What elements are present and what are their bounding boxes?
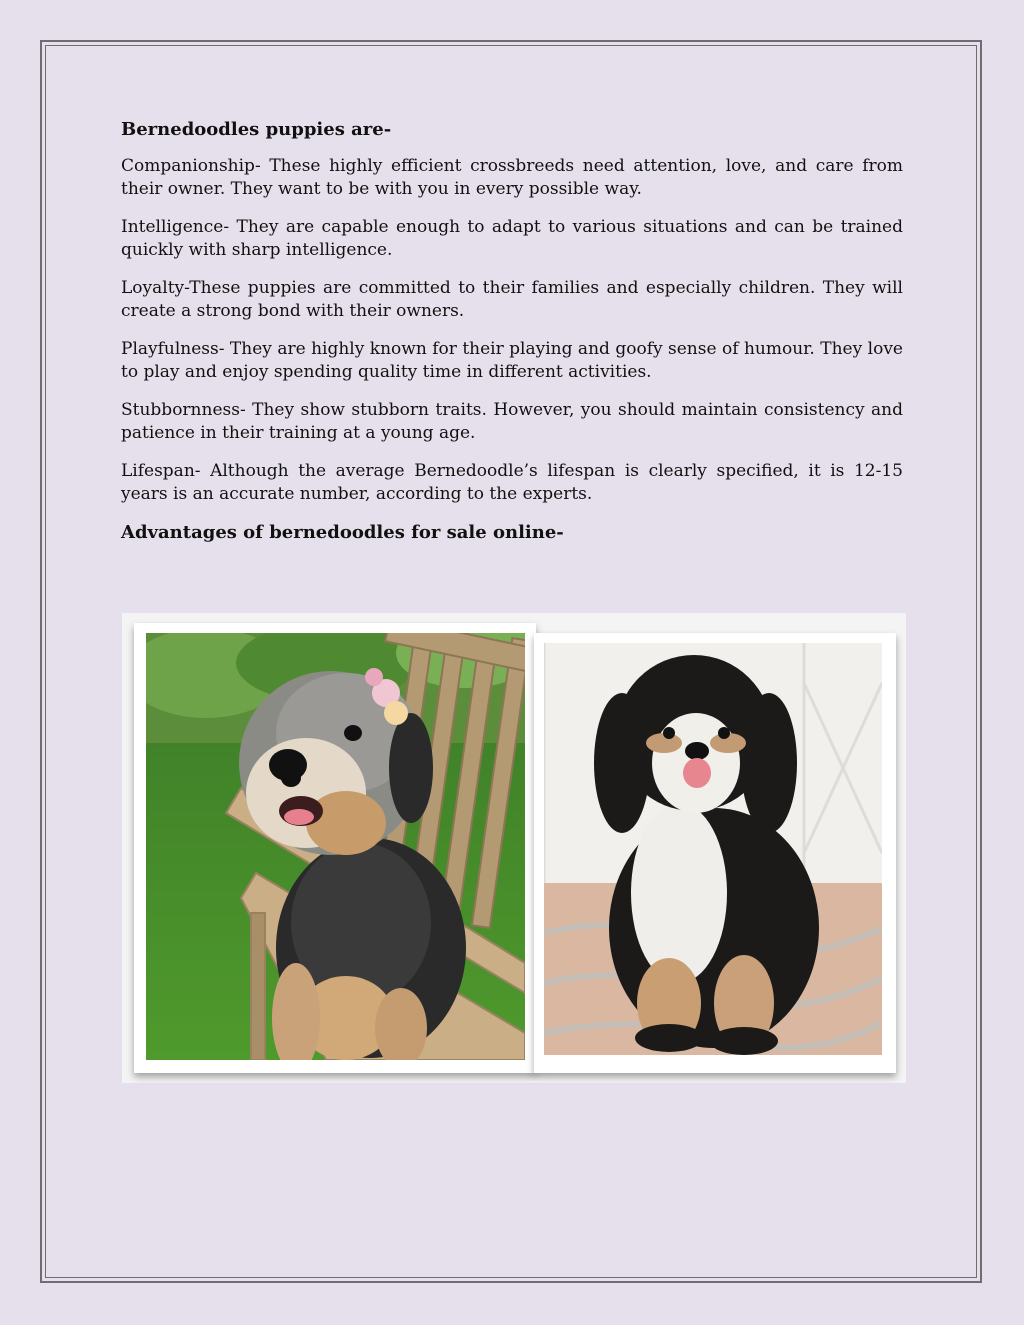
paragraph-companionship: Companionship- These highly efficient crossbreeds need attention, love, and care from their owner. They want to be with you in every possible way. xyxy=(121,156,903,200)
photo-card-sitting-dog xyxy=(534,633,896,1073)
photo-card-bench-dog xyxy=(134,623,536,1073)
advantages-heading: Advantages of bernedoodles for sale online- xyxy=(121,522,564,544)
traits-heading: Bernedoodles puppies are- xyxy=(121,119,392,140)
paragraph-intelligence: Intelligence- They are capable enough to adapt to various situations and can be trained quickly with sharp intelligence. xyxy=(121,217,903,261)
paragraph-playfulness: Playfulness- They are highly known for their playing and goofy sense of humour. They love to play and enjoy spending quality time in different activities. xyxy=(121,339,903,383)
paragraph-loyalty: Loyalty-These puppies are committed to their families and especially children. They will create a strong bond with their owners. xyxy=(121,278,903,322)
sitting-dog-image xyxy=(544,643,882,1055)
dog-photo-collage xyxy=(122,613,906,1083)
paragraph-stubbornness: Stubbornness- They show stubborn traits. However, you should maintain consistency and patience in their training at a young age. xyxy=(121,400,903,444)
paragraph-lifespan: Lifespan- Although the average Bernedoodle’s lifespan is clearly specified, it is 12-15 years is an accurate number, according to the experts. xyxy=(121,461,903,505)
bench-dog-image xyxy=(146,633,525,1060)
document-body xyxy=(121,118,903,559)
